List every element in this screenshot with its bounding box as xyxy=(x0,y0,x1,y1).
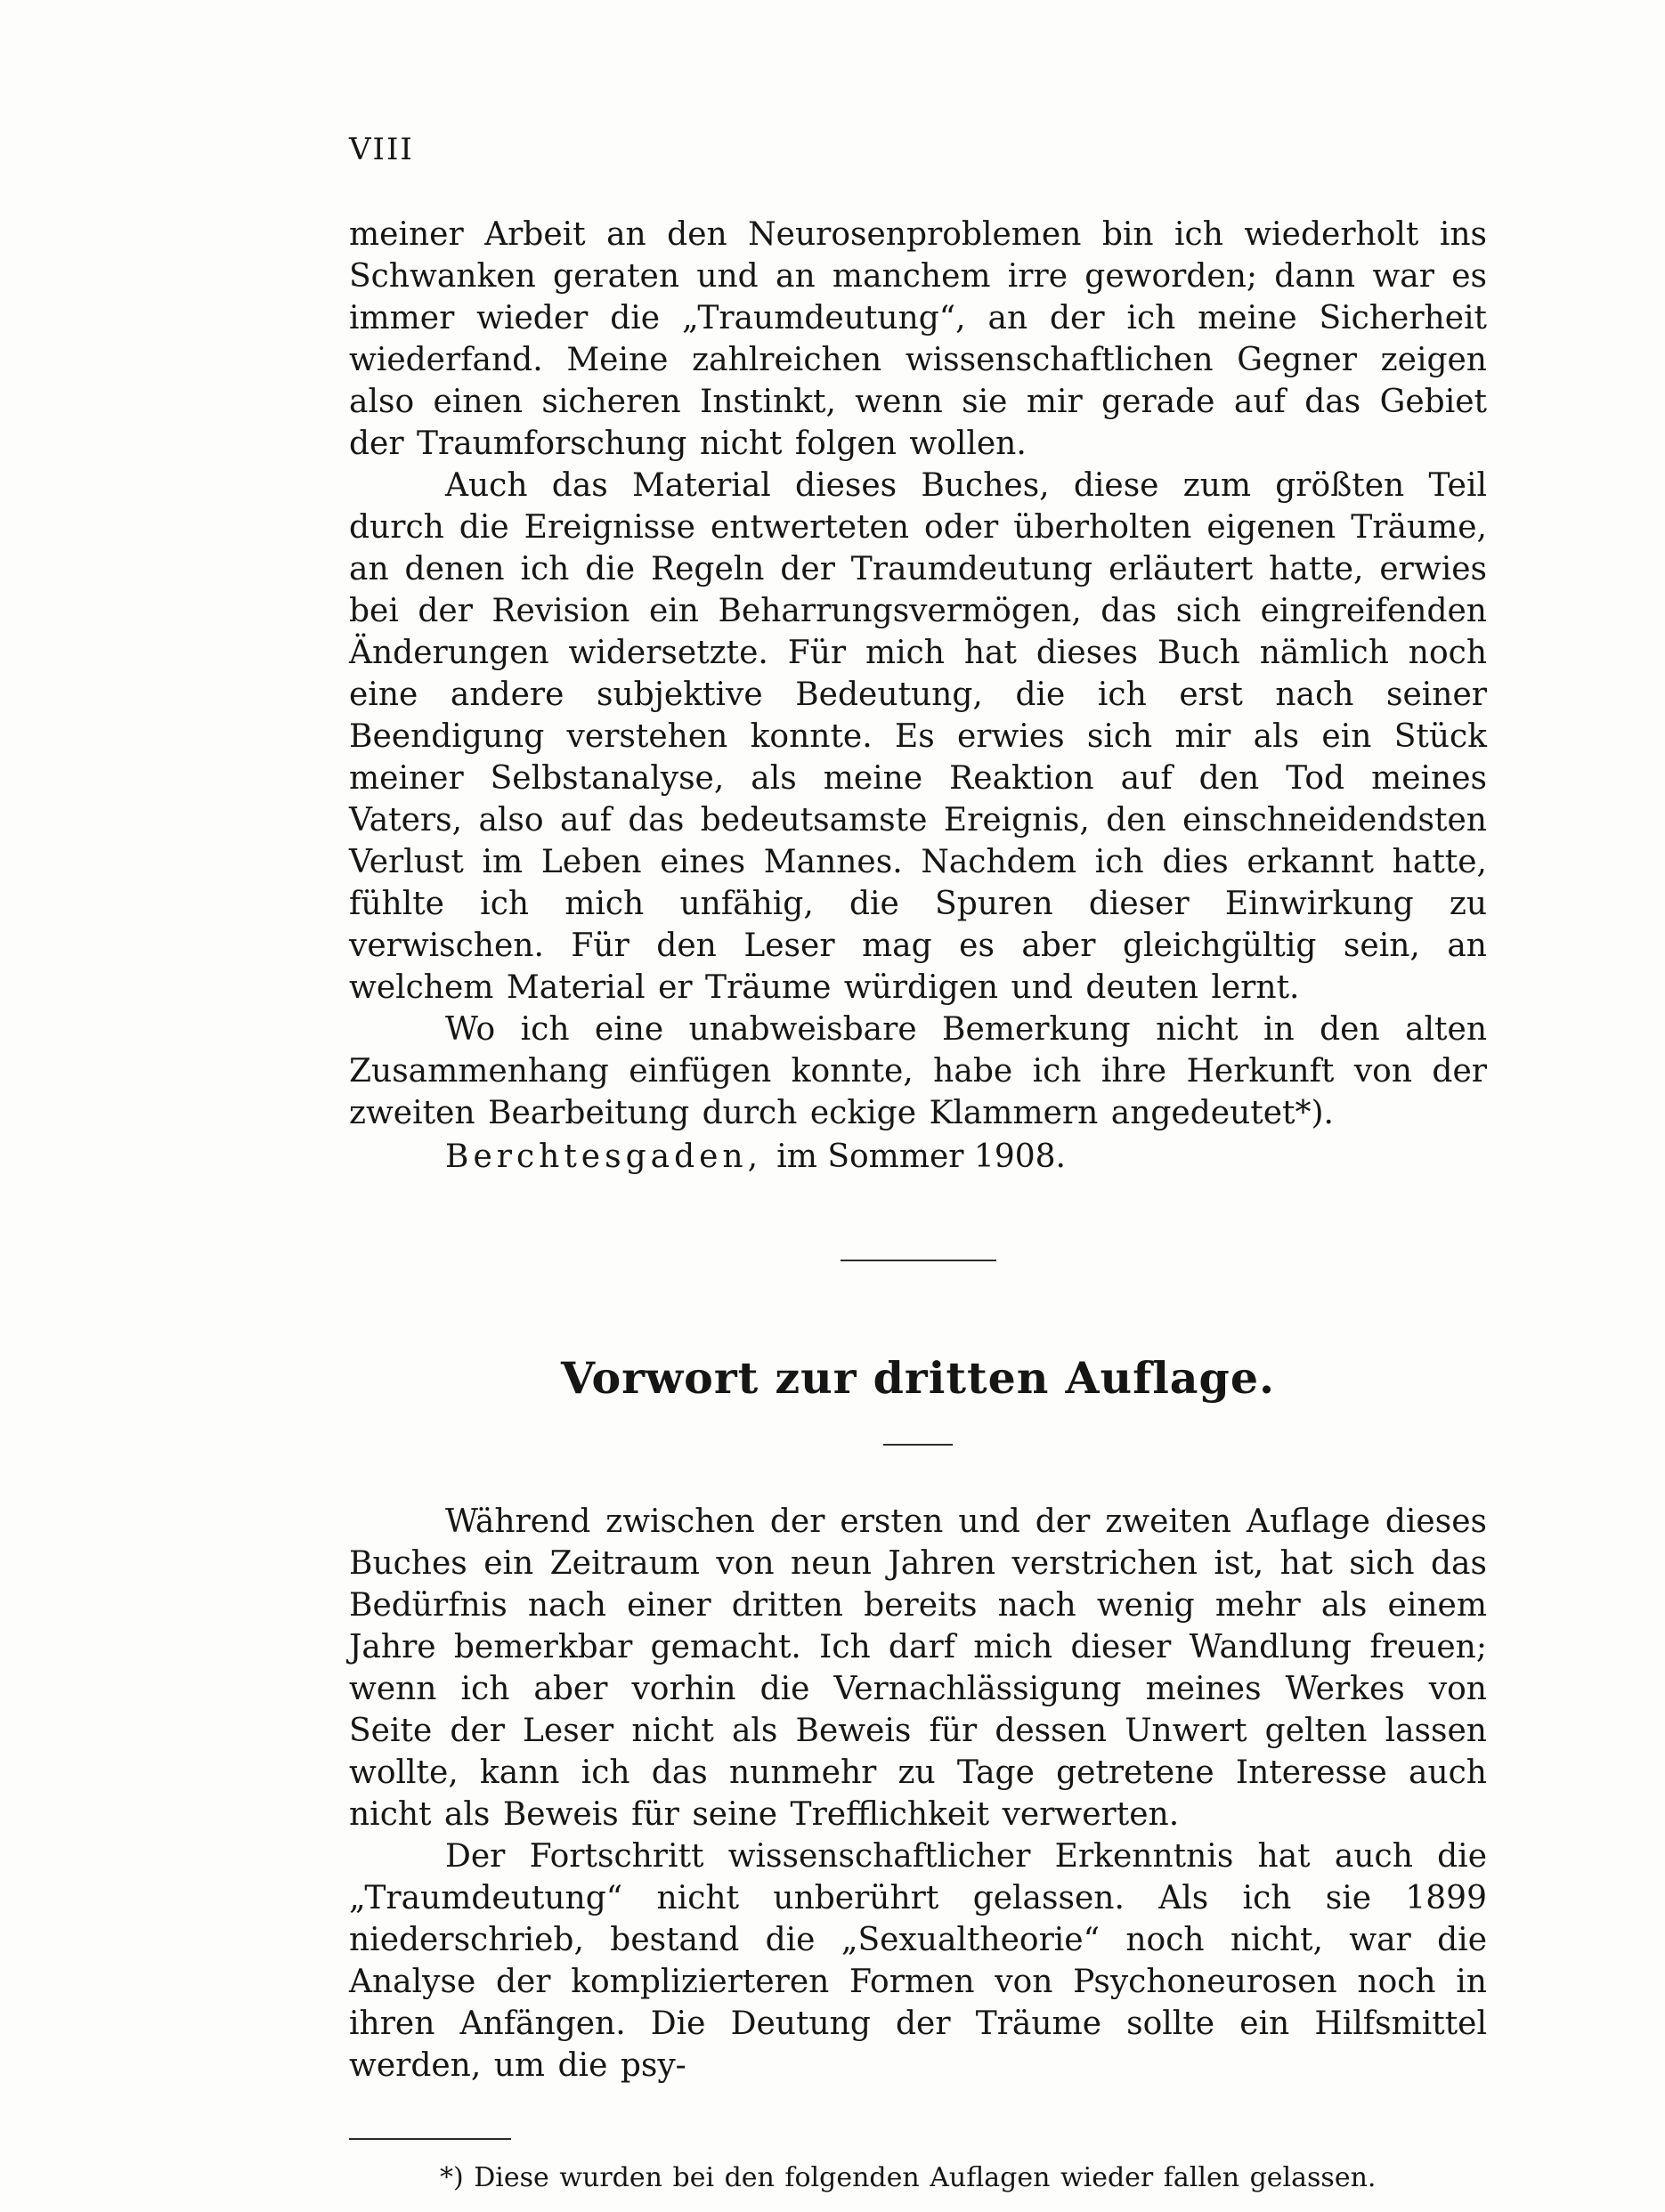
signature-date: im Sommer 1908. xyxy=(776,1138,1066,1175)
footnote-rule xyxy=(349,2138,511,2140)
section-heading-third-preface: Vorwort zur dritten Auflage. xyxy=(560,1352,1276,1404)
preface-third-edition-text xyxy=(349,1501,1487,2086)
paragraph-demand: Während zwischen der ersten und der zweiten Auflage dieses Buches ein Zeitraum von neun Jahren verstrichen ist, hat sich das Bedürfnis nach einer dritten bereits nach wenig mehr als einem Jahre bemerkbar gemacht. Ich darf mich dieser Wandlung freuen; wenn ich aber vorhin die Vernachlässigung meines Werkes von Seite der Leser nicht als Beweis für dessen Unwert gelten lassen wollte, kann ich das nunmehr zu Tage getretene Interesse auch nicht als Beweis für seine Trefflichkeit verwerten. xyxy=(349,1503,1487,1833)
signature-line xyxy=(349,1136,1487,1178)
heading-divider xyxy=(883,1444,953,1446)
signature-place: Berchtesgaden, xyxy=(445,1138,763,1175)
preface-second-edition-text xyxy=(349,214,1487,1134)
page-number: VIII xyxy=(349,132,414,167)
paragraph-continuation: meiner Arbeit an den Neurosenproblemen bin ich wiederholt ins Schwanken geraten und an manchem irre geworden; dann war es immer wieder die „Traumdeutung“, an der ich meine Sicherheit wiederfand. Meine zahlreichen wissenschaftlichen Gegner zeigen also einen sicheren Instinkt, wenn sie mir gerade auf das Gebiet der Traumforschung nicht folgen wollen. xyxy=(349,216,1487,462)
paragraph-remarks: Wo ich eine unabweisbare Bemerkung nicht in den alten Zusammenhang einfügen konnte, habe ich ihre Herkunft von der zweiten Bearbeitung durch eckige Klammern angedeutet*). xyxy=(349,1011,1487,1131)
paragraph-material: Auch das Material dieses Buches, diese zum größten Teil durch die Ereignisse entwerteten oder überholten eigenen Träume, an denen ich die Regeln der Traumdeutung erläutert hatte, erwies bei der Revision ein Beharrungsvermögen, das sich eingreifenden Änderungen widersetzte. Für mich hat dieses Buch nämlich noch eine andere subjektive Bedeutung, die ich erst nach seiner Beendigung verstehen konnte. Es erwies sich mir als ein Stück meiner Selbstanalyse, als meine Reaktion auf den Tod meines Vaters, also auf das bedeutsamste Ereignis, den einschneidendsten Verlust im Leben eines Mannes. Nachdem ich dies erkannt hatte, fühlte ich mich unfähig, die Spuren dieser Einwirkung zu verwischen. Für den Leser mag es aber gleichgültig sein, an welchem Material er Träume würdigen und deuten lernt. xyxy=(349,467,1487,1006)
paragraph-progress: Der Fortschritt wissenschaftlicher Erkenntnis hat auch die „Traumdeutung“ nicht unberührt gelassen. Als ich sie 1899 niederschrieb, bestand die „Sexualtheorie“ noch nicht, war die Analyse der komplizierteren Formen von Psychoneurosen noch in ihren Anfängen. Die Deutung der Träume sollte ein Hilfsmittel werden, um die psy- xyxy=(349,1837,1487,2084)
section-divider xyxy=(841,1260,996,1261)
footnote-text: *) Diese wurden bei den folgenden Auflagen wieder fallen gelassen. xyxy=(440,2161,1377,2193)
page-content xyxy=(349,132,1487,2197)
